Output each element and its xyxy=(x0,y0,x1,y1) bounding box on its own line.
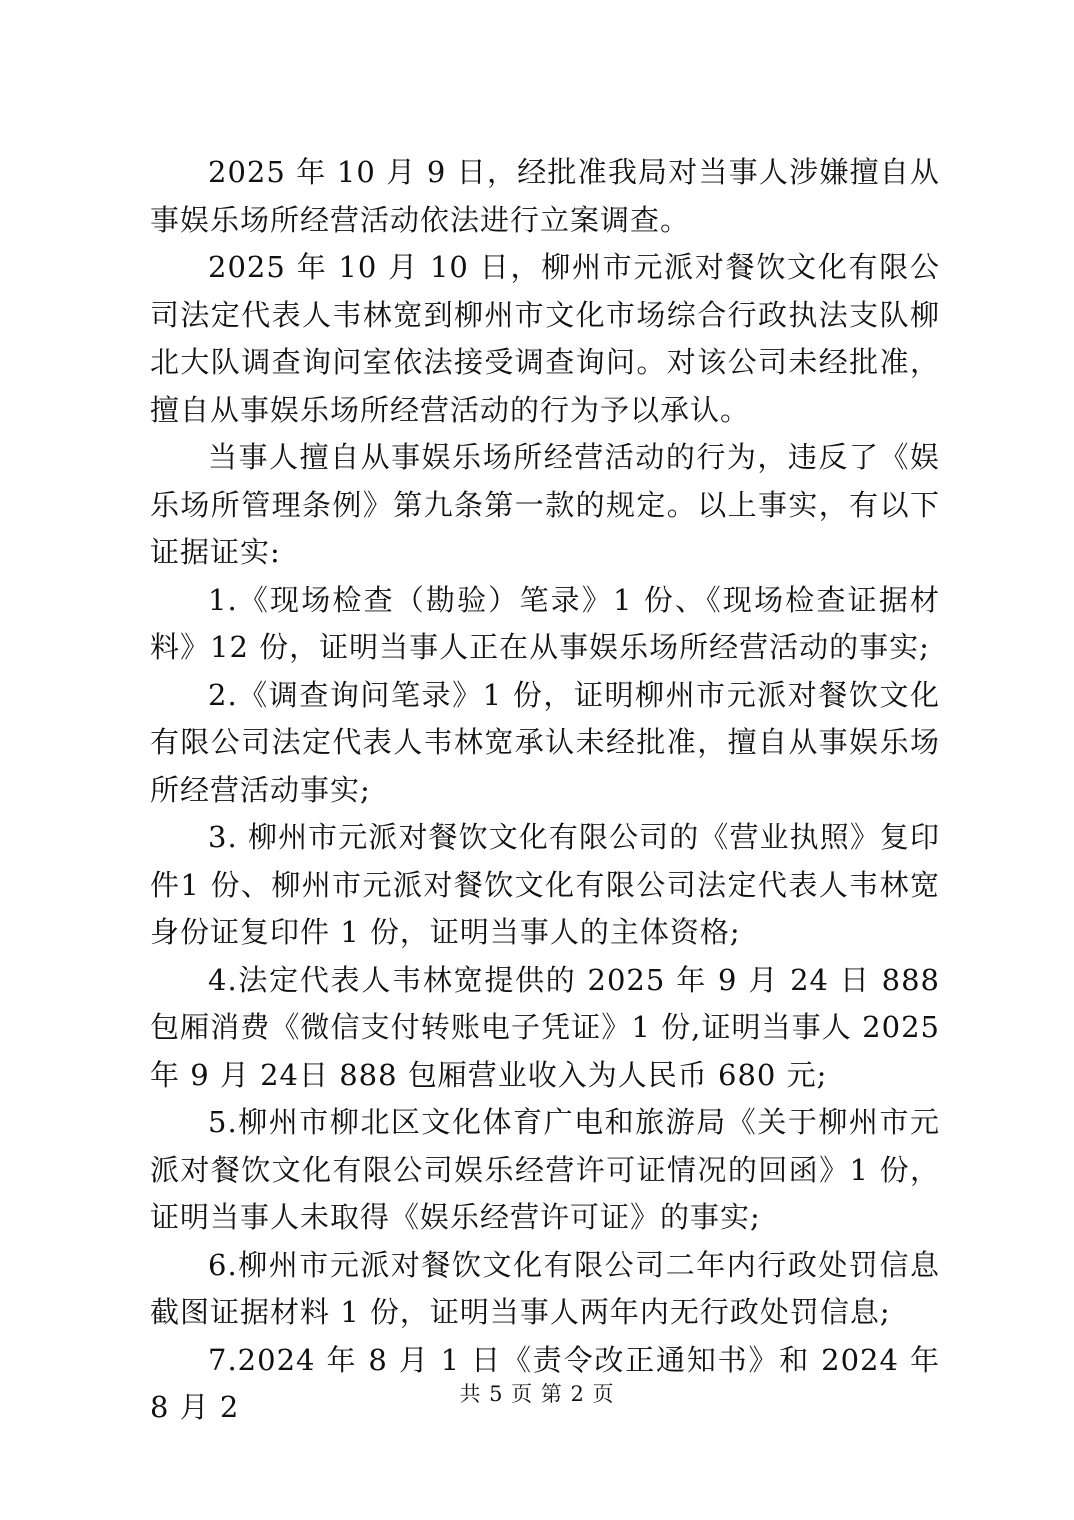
page-footer: 共 5 页 第 2 页 xyxy=(459,1382,615,1406)
evidence-item-5: 5.柳州市柳北区文化体育广电和旅游局《关于柳州市元派对餐饮文化有限公司娱乐经营许可证情况的回函》1 份，证明当事人未取得《娱乐经营许可证》的事实; xyxy=(150,1105,940,1234)
evidence-item-7: 7.2024 年 8 月 1 日《责令改正通知书》和 2024 年 8 月 2 xyxy=(150,1342,940,1424)
evidence-item-2: 2.《调查询问笔录》1 份，证明柳州市元派对餐饮文化有限公司法定代表人韦林宽承认未经批准，擅自从事娱乐场所经营活动事实; xyxy=(150,677,940,807)
paragraph-case-filing: 2025 年 10 月 9 日，经批准我局对当事人涉嫌擅自从事娱乐场所经营活动依法进行立案调查。 xyxy=(150,155,940,237)
document-body xyxy=(150,149,940,1432)
evidence-item-4: 4.法定代表人韦林宽提供的 2025 年 9 月 24 日 888 包厢消费《微信支付转账电子凭证》1 份,证明当事人 2025 年 9 月 24日 888 包厢营业收入为人民币 680 元; xyxy=(150,962,940,1092)
evidence-item-1: 1.《现场检查（勘验）笔录》1 份、《现场检查证据材料》12 份，证明当事人正在从事娱乐场所经营活动的事实; xyxy=(150,582,940,664)
paragraph-inquiry: 2025 年 10 月 10 日，柳州市元派对餐饮文化有限公司法定代表人韦林宽到柳州市文化市场综合行政执法支队柳北大队调查询问室依法接受调查询问。对该公司未经批准，擅自从事娱乐场所经营活动的行为予以承认。 xyxy=(150,250,940,427)
evidence-item-6: 6.柳州市元派对餐饮文化有限公司二年内行政处罚信息截图证据材料 1 份，证明当事人两年内无行政处罚信息; xyxy=(150,1247,940,1329)
evidence-item-3: 3. 柳州市元派对餐饮文化有限公司的《营业执照》复印件1 份、柳州市元派对餐饮文化有限公司法定代表人韦林宽身份证复印件 1 份，证明当事人的主体资格; xyxy=(150,820,940,949)
paragraph-violation: 当事人擅自从事娱乐场所经营活动的行为，违反了《娱乐场所管理条例》第九条第一款的规定。以上事实，有以下证据证实: xyxy=(150,440,940,569)
